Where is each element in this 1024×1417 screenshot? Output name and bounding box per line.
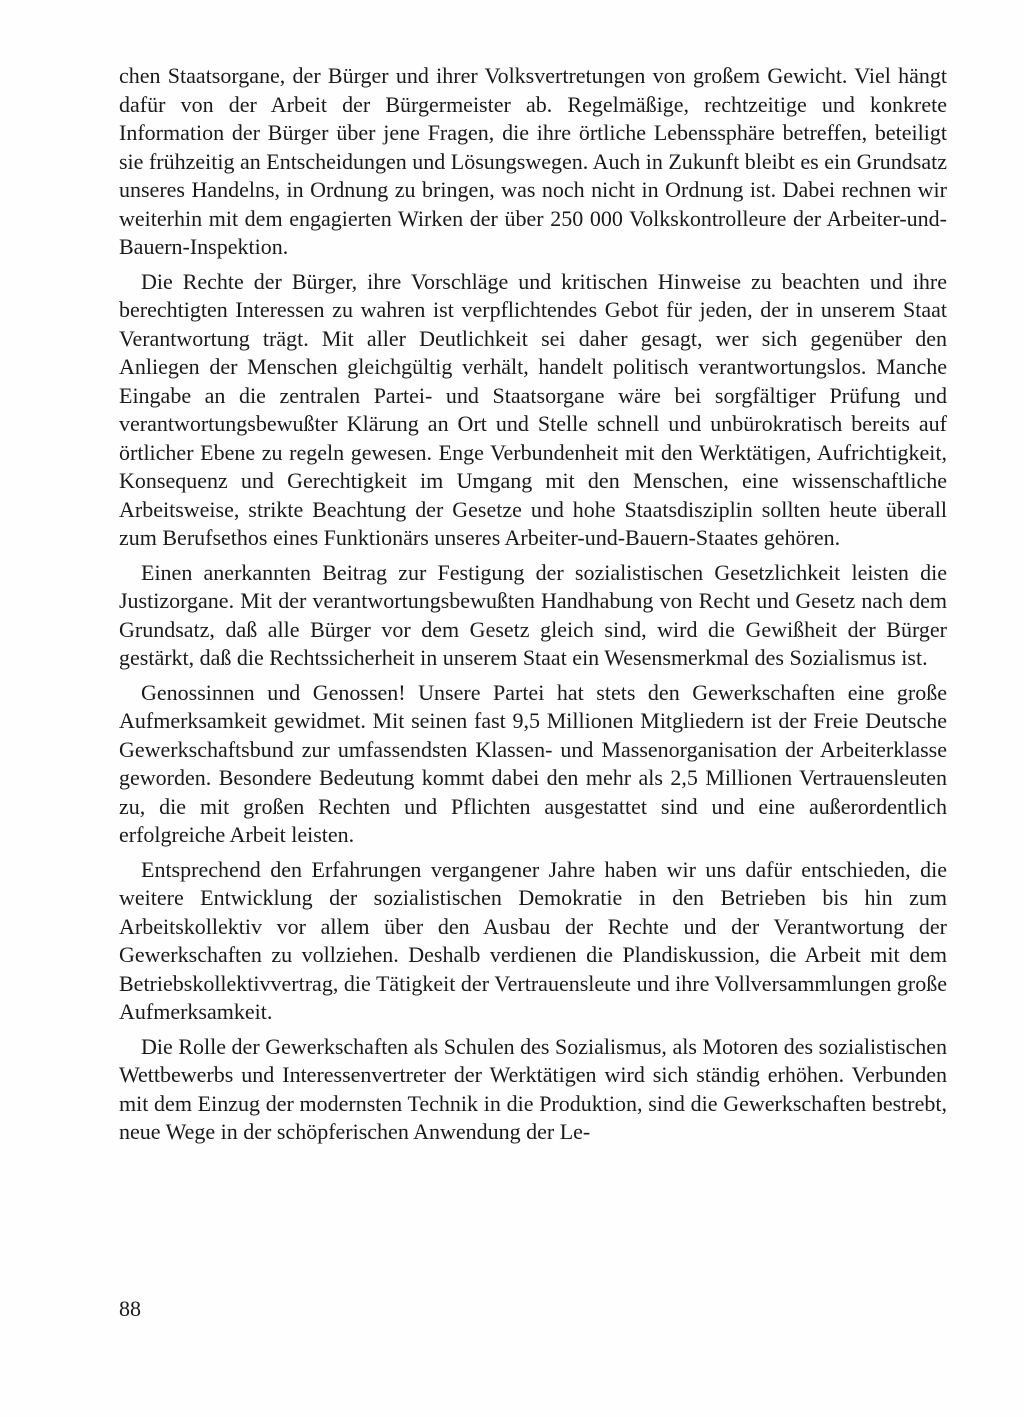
body-text bbox=[119, 62, 947, 1153]
paragraph-trade-unions: Genossinnen und Genossen! Unsere Partei hat stets den Gewerkschaften eine große Aufmerksamkeit gewidmet. Mit seinen fast 9,5 Millionen Mitgliedern ist der Freie Deutsche Gewerkschaftsbund zur umfassendsten Klassen- und Massenorganisation der Arbeiterklasse geworden. Besondere Bedeutung kommt dabei den mehr als 2,5 Millionen Vertrauensleuten zu, die mit großen Rechten und Pflichten ausgestattet sind und eine außerordentlich erfolgreiche Arbeit leisten. bbox=[119, 679, 947, 847]
page-number: 88 bbox=[119, 1296, 141, 1321]
paragraph-democracy-development: Entsprechend den Erfahrungen vergangener Jahre haben wir uns dafür entschieden, die weitere Entwicklung der sozialistischen Demokratie in den Betrieben bis hin zum Arbeitskollektiv vor allem über den Ausbau der Rechte und der Verantwortung der Gewerkschaften zu vollziehen. Deshalb verdienen die Plandiskussion, die Arbeit mit dem Betriebskollektivvertrag, die Tätigkeit der Vertrauensleute und ihre Vollversammlungen große Aufmerksamkeit. bbox=[119, 856, 947, 1024]
paragraph-justice-organs: Einen anerkannten Beitrag zur Festigung der sozialistischen Gesetzlichkeit leisten die Justizorgane. Mit der verantwortungsbewußten Handhabung von Recht und Gesetz nach dem Grundsatz, daß alle Bürger vor dem Gesetz gleich sind, wird die Gewißheit der Bürger gestärkt, daß die Rechtssicherheit in unserem Staat ein Wesensmerkmal des Sozialismus ist. bbox=[119, 559, 947, 670]
paragraph-union-role: Die Rolle der Gewerkschaften als Schulen des Sozialismus, als Motoren des sozialistischen Wettbewerbs und Interessenvertreter der Werktätigen wird sich ständig erhöhen. Verbunden mit dem Einzug der modernsten Technik in die Produktion, sind die Gewerkschaften bestrebt, neue Wege in der schöpferischen Anwendung der Le- bbox=[119, 1033, 947, 1144]
paragraph-continuation: chen Staatsorgane, der Bürger und ihrer Volksvertretungen von großem Gewicht. Viel hängt dafür von der Arbeit der Bürgermeister ab. Regelmäßige, rechtzeitige und konkrete Information der Bürger über jene Fragen, die ihre örtliche Lebenssphäre betreffen, beteiligt sie frühzeitig an Entscheidungen und Lösungswegen. Auch in Zukunft bleibt es ein Grundsatz unseres Handelns, in Ordnung zu bringen, was noch nicht in Ordnung ist. Dabei rechnen wir weiterhin mit dem engagierten Wirken der über 250 000 Volkskontrolleure der Arbeiter-und-Bauern-Inspektion. bbox=[119, 63, 947, 259]
paragraph-citizens-rights: Die Rechte der Bürger, ihre Vorschläge und kritischen Hinweise zu beachten und ihre berechtigten Interessen zu wahren ist verpflichtendes Gebot für jeden, der in unserem Staat Verantwortung trägt. Mit aller Deutlichkeit sei daher gesagt, wer sich gegenüber den Anliegen der Menschen gleichgültig verhält, handelt politisch verantwortungslos. Manche Eingabe an die zentralen Partei- und Staatsorgane wäre bei sorgfältiger Prüfung und verantwortungsbewußter Klärung an Ort und Stelle schnell und unbürokratisch bereits auf örtlicher Ebene zu regeln gewesen. Enge Verbundenheit mit den Werktätigen, Aufrichtigkeit, Konsequenz und Gerechtigkeit im Umgang mit den Menschen, eine wissenschaftliche Arbeitsweise, strikte Beachtung der Gesetze und hohe Staatsdisziplin sollten heute überall zum Berufsethos eines Funktionärs unseres Arbeiter-und-Bauern-Staates gehören. bbox=[119, 268, 947, 550]
